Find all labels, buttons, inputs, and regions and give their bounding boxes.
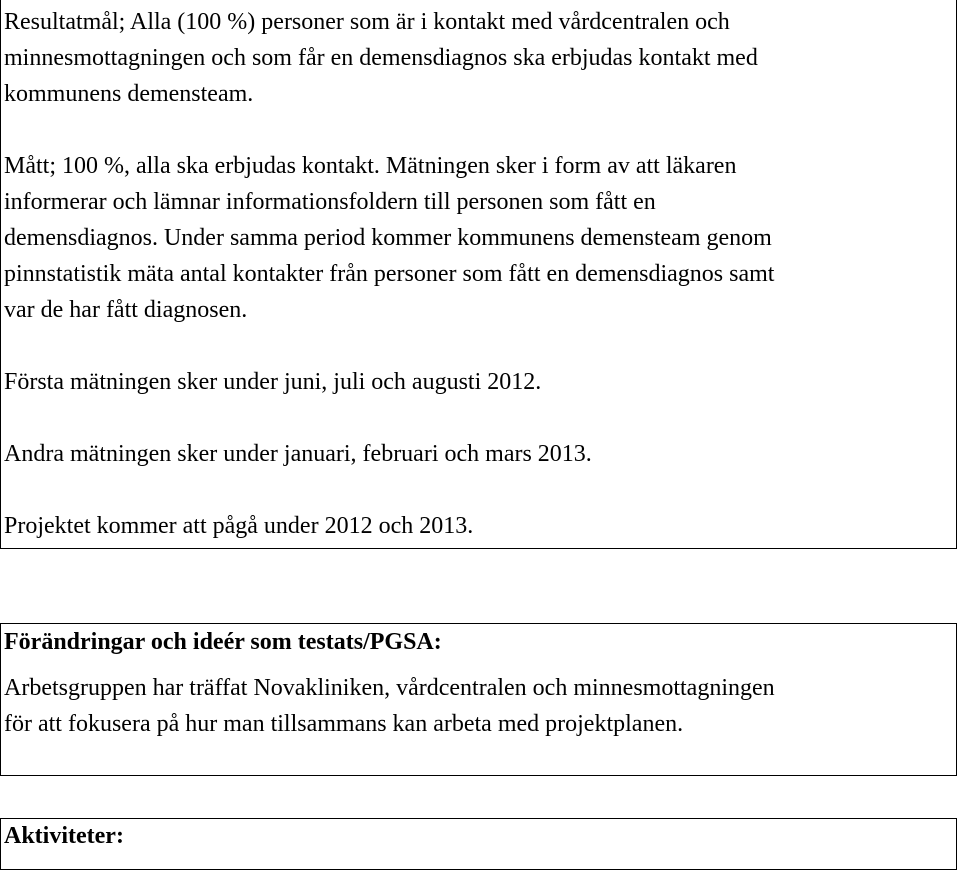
second-measurement: Andra mätningen sker under januari, februari och mars 2013. (4, 441, 592, 467)
goal-line-2: minnesmottagningen och som får en demensdiagnos ska erbjudas kontakt med (4, 45, 758, 71)
activities-heading: Aktiviteter: (4, 823, 124, 849)
measure-line-4: pinnstatistik mäta antal kontakter från personer som fått en demensdiagnos samt (4, 261, 775, 287)
measure-line-2: informerar och lämnar informationsfoldern till personen som fått en (4, 189, 656, 215)
changes-line-1: Arbetsgruppen har träffat Novakliniken, vårdcentralen och minnesmottagningen (4, 675, 775, 701)
goal-line-1: Resultatmål; Alla (100 %) personer som är i kontakt med vårdcentralen och (4, 9, 730, 35)
first-measurement: Första mätningen sker under juni, juli och augusti 2012. (4, 369, 542, 395)
measure-line-1: Mått; 100 %, alla ska erbjudas kontakt. Mätningen sker i form av att läkaren (4, 153, 737, 179)
project-duration: Projektet kommer att pågå under 2012 och 2013. (4, 513, 474, 539)
changes-heading: Förändringar och ideér som testats/PGSA: (4, 629, 442, 655)
goal-line-3: kommunens demensteam. (4, 81, 254, 107)
changes-line-2: för att fokusera på hur man tillsammans kan arbeta med projektplanen. (4, 711, 684, 737)
measure-line-5: var de har fått diagnosen. (4, 297, 248, 323)
measure-line-3: demensdiagnos. Under samma period kommer kommunens demensteam genom (4, 225, 772, 251)
activities-box (0, 818, 957, 870)
